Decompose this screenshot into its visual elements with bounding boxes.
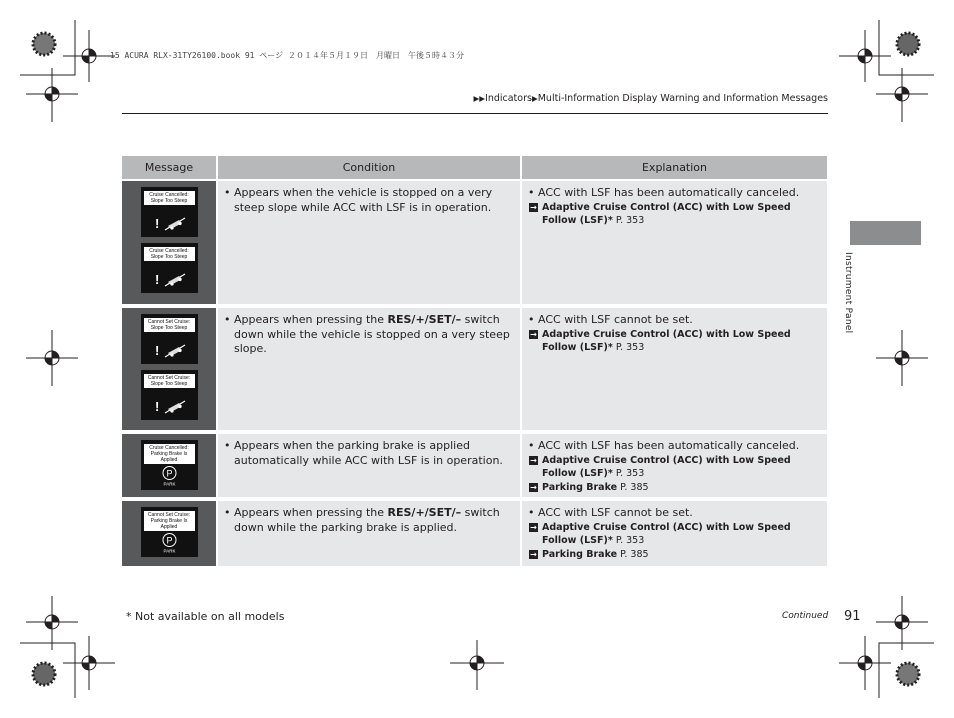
reference-arrow-icon: → bbox=[530, 549, 537, 559]
reference-page: P. 353 bbox=[612, 468, 645, 479]
car-slope-icon bbox=[141, 212, 198, 234]
message-cell bbox=[122, 499, 217, 566]
cross-reference[interactable] bbox=[528, 521, 821, 548]
explanation-text: • ACC with LSF has been automatically canceled. bbox=[528, 186, 821, 201]
footnote: * Not available on all models bbox=[126, 610, 285, 623]
display-message-text: Cruise Cancelled: Parking Brake Is Applied bbox=[144, 444, 195, 464]
table-row bbox=[122, 432, 827, 499]
condition-pad bbox=[218, 501, 520, 535]
explanation-text: • ACC with LSF cannot be set. bbox=[528, 506, 821, 521]
explanation-cell bbox=[521, 499, 827, 566]
condition-text bbox=[224, 186, 514, 215]
display-message-text: Cruise Cancelled: Slope Too Steep bbox=[144, 247, 195, 261]
condition-segment: Appears when pressing the bbox=[234, 506, 388, 519]
explanation-pad bbox=[522, 181, 827, 228]
display-message-text: Cannot Set Cruise: Parking Brake Is Applied bbox=[144, 511, 195, 531]
side-tab bbox=[850, 221, 921, 245]
car-slope-icon bbox=[141, 268, 198, 290]
condition-text bbox=[224, 506, 514, 535]
header-rule bbox=[122, 113, 828, 114]
reference-page: P. 353 bbox=[612, 215, 645, 226]
display-screen bbox=[141, 187, 198, 237]
reference-page: P. 385 bbox=[617, 548, 649, 560]
reference-title: Adaptive Cruise Control (ACC) with Low Speed Follow (LSF)* bbox=[542, 201, 791, 226]
reference-page: P. 353 bbox=[612, 535, 645, 546]
message-table bbox=[122, 156, 827, 566]
breadcrumb bbox=[473, 93, 828, 104]
display-icon-wrap bbox=[141, 339, 198, 361]
display-screen bbox=[141, 370, 198, 420]
message-cell bbox=[122, 306, 217, 432]
side-tab-label: Instrument Panel bbox=[843, 252, 853, 334]
breadcrumb-page: Multi-Information Display Warning and Information Messages bbox=[537, 93, 828, 104]
reference-arrow-icon: → bbox=[530, 522, 537, 532]
reference-title: Parking Brake bbox=[542, 481, 618, 493]
display-screen bbox=[141, 507, 198, 557]
display-screen bbox=[141, 440, 198, 490]
parking-brake-icon bbox=[141, 532, 198, 554]
display-icon-wrap bbox=[141, 395, 198, 417]
print-header: 15 ACURA RLX-31TY26100.book 91 ページ ２０１４年５月１９日 月曜日 午後５時４３分 bbox=[110, 51, 464, 60]
cross-reference[interactable] bbox=[528, 481, 821, 495]
condition-cell bbox=[217, 432, 521, 499]
display-message-text: Cannot Set Cruise: Slope Too Steep bbox=[144, 318, 195, 332]
display-screen bbox=[141, 243, 198, 293]
table-row bbox=[122, 180, 827, 306]
svg-text:!: ! bbox=[154, 216, 159, 231]
reference-title: Parking Brake bbox=[542, 548, 618, 560]
condition-text bbox=[224, 439, 514, 468]
reference-title: Adaptive Cruise Control (ACC) with Low Speed Follow (LSF)* bbox=[542, 521, 791, 546]
explanation-cell bbox=[521, 432, 827, 499]
condition-segment: Appears when pressing the bbox=[234, 313, 388, 326]
explanation-cell bbox=[521, 180, 827, 306]
explanation-text: • ACC with LSF cannot be set. bbox=[528, 313, 821, 328]
condition-cell bbox=[217, 180, 521, 306]
explanation-pad bbox=[522, 434, 827, 494]
reference-arrow-icon: → bbox=[530, 202, 537, 212]
display-icon-wrap bbox=[141, 268, 198, 290]
explanation-cell bbox=[521, 306, 827, 432]
explanation-pad bbox=[522, 308, 827, 355]
svg-text:!: ! bbox=[154, 343, 159, 358]
condition-pad bbox=[218, 181, 520, 215]
continued-label: Continued bbox=[782, 611, 829, 621]
display-screen bbox=[141, 314, 198, 364]
reference-page: P. 385 bbox=[617, 481, 649, 493]
park-label: PARK bbox=[163, 481, 175, 487]
header-message: Message bbox=[122, 156, 217, 180]
display-icon-wrap bbox=[141, 212, 198, 234]
svg-text:!: ! bbox=[154, 399, 159, 414]
header-explanation: Explanation bbox=[521, 156, 827, 180]
table-row bbox=[122, 306, 827, 432]
condition-cell bbox=[217, 499, 521, 566]
reference-arrow-icon: → bbox=[530, 482, 537, 492]
condition-cell bbox=[217, 306, 521, 432]
condition-pad bbox=[218, 434, 520, 468]
condition-pad bbox=[218, 308, 520, 357]
breadcrumb-separator: ▶ bbox=[531, 94, 538, 103]
header-condition: Condition bbox=[217, 156, 521, 180]
explanation-text: • ACC with LSF has been automatically canceled. bbox=[528, 439, 821, 454]
breadcrumb-arrows: ▶▶ bbox=[473, 94, 486, 103]
display-message-text: Cruise Cancelled: Slope Too Steep bbox=[144, 191, 195, 205]
car-slope-icon bbox=[141, 339, 198, 361]
cross-reference[interactable] bbox=[528, 454, 821, 481]
cross-reference[interactable] bbox=[528, 201, 821, 228]
message-cell bbox=[122, 432, 217, 499]
svg-text:P: P bbox=[165, 468, 173, 479]
reference-title: Adaptive Cruise Control (ACC) with Low Speed Follow (LSF)* bbox=[542, 454, 791, 479]
reference-title: Adaptive Cruise Control (ACC) with Low Speed Follow (LSF)* bbox=[542, 328, 791, 353]
condition-segment: Appears when the vehicle is stopped on a very steep slope while ACC with LSF is in operation. bbox=[234, 186, 493, 214]
display-icon-wrap bbox=[141, 532, 198, 554]
cross-reference[interactable] bbox=[528, 548, 821, 562]
cross-reference[interactable] bbox=[528, 328, 821, 355]
display-message-text: Cannot Set Cruise: Slope Too Steep bbox=[144, 374, 195, 388]
switch-name: RES/+/SET/– bbox=[387, 313, 462, 326]
page-number: 91 bbox=[844, 609, 861, 624]
table-header-row bbox=[122, 156, 827, 180]
condition-segment: switch down while the vehicle is stopped on a very steep slope. bbox=[234, 313, 510, 355]
table-row bbox=[122, 499, 827, 566]
condition-segment: Appears when the parking brake is applied automatically while ACC with LSF is in operation. bbox=[234, 439, 503, 467]
svg-text:P: P bbox=[165, 535, 173, 546]
parking-brake-icon bbox=[141, 465, 198, 487]
reference-page: P. 353 bbox=[612, 342, 645, 353]
breadcrumb-section: Indicators bbox=[485, 93, 532, 104]
message-cell bbox=[122, 180, 217, 306]
switch-name: RES/+/SET/– bbox=[387, 506, 462, 519]
display-icon-wrap bbox=[141, 465, 198, 487]
park-label: PARK bbox=[163, 548, 175, 554]
condition-text bbox=[224, 313, 514, 357]
explanation-pad bbox=[522, 501, 827, 561]
car-slope-icon bbox=[141, 395, 198, 417]
reference-arrow-icon: → bbox=[530, 455, 537, 465]
svg-text:!: ! bbox=[154, 272, 159, 287]
reference-arrow-icon: → bbox=[530, 329, 537, 339]
condition-segment: switch down while the parking brake is applied. bbox=[234, 506, 500, 534]
